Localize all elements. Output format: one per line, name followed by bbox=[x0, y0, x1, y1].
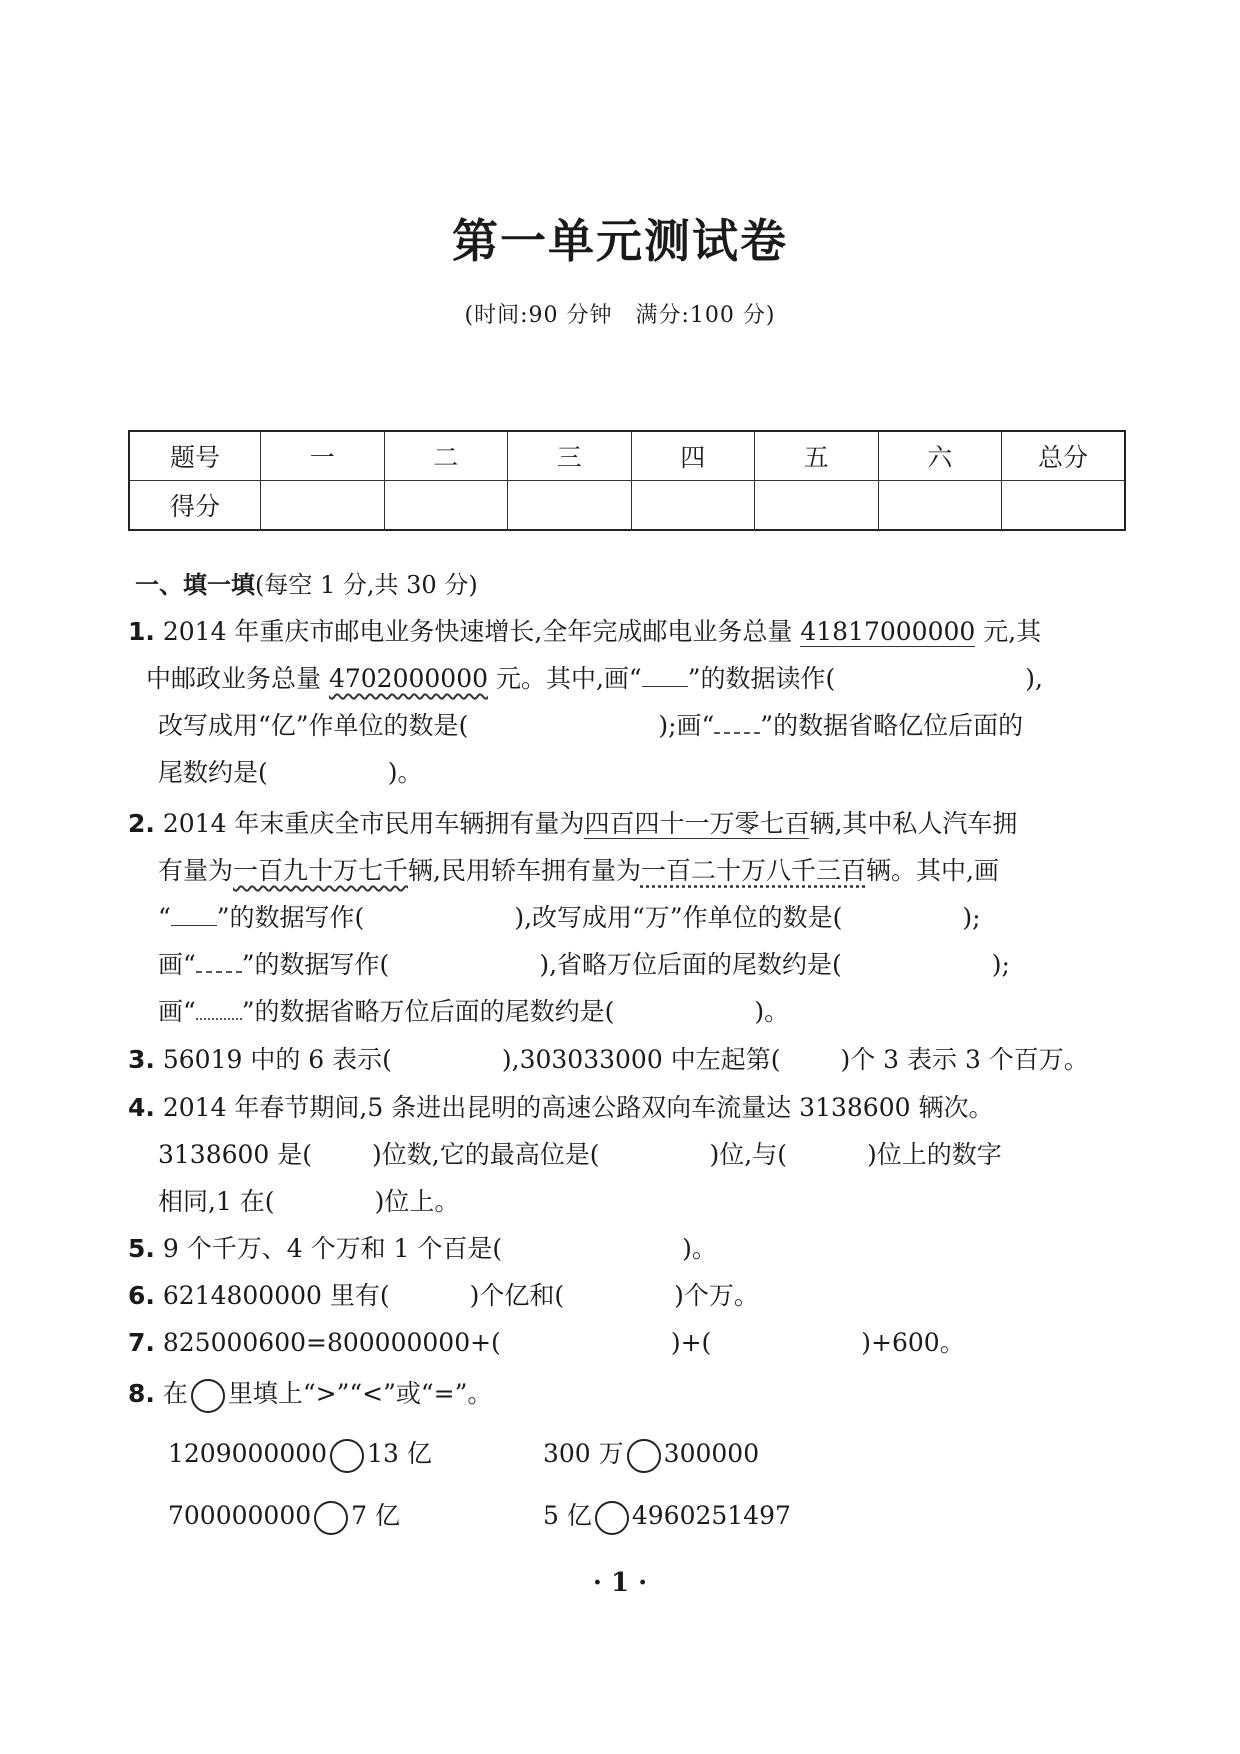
section-note: (每空 1 分,共 30 分) bbox=[255, 571, 478, 599]
q1-text: )。 bbox=[387, 758, 423, 787]
q3-line bbox=[128, 1040, 1089, 1076]
q1-text: 改写成用“亿”作单位的数是( bbox=[158, 711, 469, 740]
q7-text: )+600。 bbox=[861, 1328, 965, 1357]
col-4: 四 bbox=[631, 431, 755, 481]
q4-text: 3138600 是( bbox=[158, 1140, 313, 1169]
page-number: · 1 · bbox=[592, 1568, 648, 1598]
col-5: 五 bbox=[755, 431, 879, 481]
q1-text: );画“ bbox=[658, 711, 715, 740]
q2-text: ”的数据写作( bbox=[216, 903, 365, 932]
q3-text: ),303033000 中左起第( bbox=[501, 1045, 781, 1074]
compare-left: 1209000000 bbox=[168, 1439, 328, 1468]
q2-text: )。 bbox=[754, 997, 790, 1026]
q2-text: ”的数据省略万位后面的尾数约是( bbox=[241, 997, 615, 1026]
compare-left: 300 万 bbox=[543, 1439, 624, 1468]
q7-text: 825000600=800000000+( bbox=[162, 1328, 501, 1357]
q8-line bbox=[128, 1374, 492, 1413]
score-table-score-row bbox=[129, 481, 1125, 531]
q2-text: ); bbox=[962, 903, 981, 932]
q2-text: 2014 年末重庆全市民用车辆拥有量为 bbox=[162, 809, 585, 838]
compare-right: 300000 bbox=[663, 1439, 760, 1468]
circle-icon bbox=[191, 1379, 225, 1413]
dotted-line-mark bbox=[196, 1017, 242, 1020]
q2-text: ),改写成用“万”作单位的数是( bbox=[514, 903, 843, 932]
q5-line bbox=[128, 1229, 717, 1265]
q2-text: 画“ bbox=[158, 997, 196, 1026]
q2-number: 2. bbox=[128, 809, 155, 838]
q3-text: 56019 中的 6 表示( bbox=[162, 1045, 392, 1074]
page-title: 第一单元测试卷 bbox=[452, 214, 788, 268]
q5-text: 9 个千万、4 个万和 1 个百是( bbox=[162, 1234, 503, 1263]
q2-text: “ bbox=[158, 903, 171, 932]
q1-text: 元,其 bbox=[975, 617, 1042, 646]
q4-text: )位上。 bbox=[374, 1187, 460, 1216]
q6-text: )个万。 bbox=[674, 1281, 759, 1310]
q4-line3 bbox=[158, 1182, 459, 1218]
q4-text: )位上的数字 bbox=[866, 1140, 1002, 1169]
score-cell bbox=[755, 481, 879, 531]
q7-number: 7. bbox=[128, 1328, 155, 1357]
q1-number-total: 41817000000 bbox=[800, 617, 976, 646]
q6-line bbox=[128, 1276, 759, 1312]
compare-item-4 bbox=[543, 1496, 791, 1535]
q2-number-vehicles: 四百四十一万零七百 bbox=[584, 809, 810, 838]
q3-text: )个 3 表示 3 个百万。 bbox=[840, 1045, 1089, 1074]
row-label: 得分 bbox=[129, 481, 261, 531]
q1-number: 1. bbox=[128, 617, 155, 646]
q6-text: )个亿和( bbox=[469, 1281, 565, 1310]
compare-item-3 bbox=[168, 1496, 400, 1535]
q2-text: ); bbox=[991, 950, 1010, 979]
q2-line1 bbox=[128, 804, 1017, 840]
straight-line-mark bbox=[171, 924, 217, 926]
header-label: 题号 bbox=[129, 431, 261, 481]
q2-number-sedans: 一百二十万八千三百 bbox=[640, 856, 866, 885]
col-3: 三 bbox=[508, 431, 632, 481]
q1-text: ”的数据省略亿位后面的 bbox=[760, 711, 1024, 740]
score-cell bbox=[1002, 481, 1126, 531]
q1-text: 中邮政业务总量 bbox=[146, 664, 329, 693]
col-2: 二 bbox=[384, 431, 508, 481]
q2-line3 bbox=[158, 898, 981, 934]
score-cell bbox=[384, 481, 508, 531]
compare-right: 13 亿 bbox=[367, 1439, 432, 1468]
q4-line1 bbox=[128, 1088, 993, 1124]
q6-text: 6214800000 里有( bbox=[162, 1281, 390, 1310]
compare-item-2 bbox=[543, 1434, 759, 1473]
score-cell bbox=[631, 481, 755, 531]
q8-text: 在 bbox=[162, 1379, 188, 1408]
compare-left: 700000000 bbox=[168, 1501, 312, 1530]
q2-text: ”的数据写作( bbox=[241, 950, 390, 979]
section-title: 一、填一填 bbox=[135, 571, 255, 599]
answer-circle[interactable] bbox=[595, 1501, 629, 1535]
q2-line5 bbox=[158, 992, 789, 1028]
q6-number: 6. bbox=[128, 1281, 155, 1310]
exam-info: (时间:90 分钟 满分:100 分) bbox=[464, 303, 776, 328]
answer-circle[interactable] bbox=[330, 1439, 364, 1473]
q1-text: 尾数约是( bbox=[158, 758, 268, 787]
q7-line bbox=[128, 1323, 965, 1359]
compare-right: 4960251497 bbox=[631, 1501, 791, 1530]
q1-text: 元。其中,画“ bbox=[488, 664, 642, 693]
q1-text: 2014 年重庆市邮电业务快速增长,全年完成邮电业务总量 bbox=[162, 617, 801, 646]
q1-line2 bbox=[146, 659, 1043, 695]
section-heading bbox=[135, 565, 478, 600]
answer-circle[interactable] bbox=[627, 1439, 661, 1473]
q5-number: 5. bbox=[128, 1234, 155, 1263]
col-total: 总分 bbox=[1002, 431, 1126, 481]
q1-text: ”的数据读作( bbox=[687, 664, 836, 693]
q1-number-postal: 4702000000 bbox=[328, 664, 489, 693]
q1-line3 bbox=[158, 706, 1023, 742]
q2-text: 辆,其中私人汽车拥 bbox=[809, 809, 1018, 838]
q5-text: )。 bbox=[682, 1234, 717, 1263]
q3-number: 3. bbox=[128, 1045, 155, 1074]
q1-line4 bbox=[158, 753, 423, 789]
q2-line4 bbox=[158, 945, 1010, 981]
straight-line-mark bbox=[642, 685, 688, 687]
q4-text: 2014 年春节期间,5 条进出昆明的高速公路双向车流量达 3138600 辆次。 bbox=[162, 1093, 994, 1122]
q4-text: )位数,它的最高位是( bbox=[372, 1140, 600, 1169]
compare-right: 7 亿 bbox=[351, 1501, 401, 1530]
q7-text: )+( bbox=[670, 1328, 712, 1357]
score-cell bbox=[261, 481, 385, 531]
q2-text: 辆。其中,画 bbox=[866, 856, 999, 885]
q2-line2 bbox=[158, 851, 999, 887]
answer-circle[interactable] bbox=[314, 1501, 348, 1535]
wavy-line-mark bbox=[196, 970, 242, 973]
q8-number: 8. bbox=[128, 1379, 155, 1408]
q4-text: 相同,1 在( bbox=[158, 1187, 275, 1216]
q2-text: ),省略万位后面的尾数约是( bbox=[539, 950, 842, 979]
wavy-line-mark bbox=[714, 731, 760, 734]
q4-number: 4. bbox=[128, 1093, 155, 1122]
score-table bbox=[128, 430, 1126, 531]
q8-text: 里填上“>”“<”或“=”。 bbox=[227, 1379, 493, 1408]
q1-line1 bbox=[128, 612, 1041, 648]
q4-text: )位,与( bbox=[709, 1140, 787, 1169]
compare-left: 5 亿 bbox=[543, 1501, 592, 1530]
score-cell bbox=[508, 481, 632, 531]
q2-text: 画“ bbox=[158, 950, 196, 979]
col-1: 一 bbox=[261, 431, 385, 481]
compare-item-1 bbox=[168, 1434, 432, 1473]
q2-text: 有量为 bbox=[158, 856, 234, 885]
q4-line2 bbox=[158, 1135, 1002, 1171]
score-cell bbox=[878, 481, 1002, 531]
q2-text: 辆,民用轿车拥有量为 bbox=[408, 856, 641, 885]
q1-text: ), bbox=[1025, 664, 1043, 693]
q2-number-private-cars: 一百九十万七千 bbox=[233, 856, 409, 885]
score-table-header-row bbox=[129, 431, 1125, 481]
col-6: 六 bbox=[878, 431, 1002, 481]
